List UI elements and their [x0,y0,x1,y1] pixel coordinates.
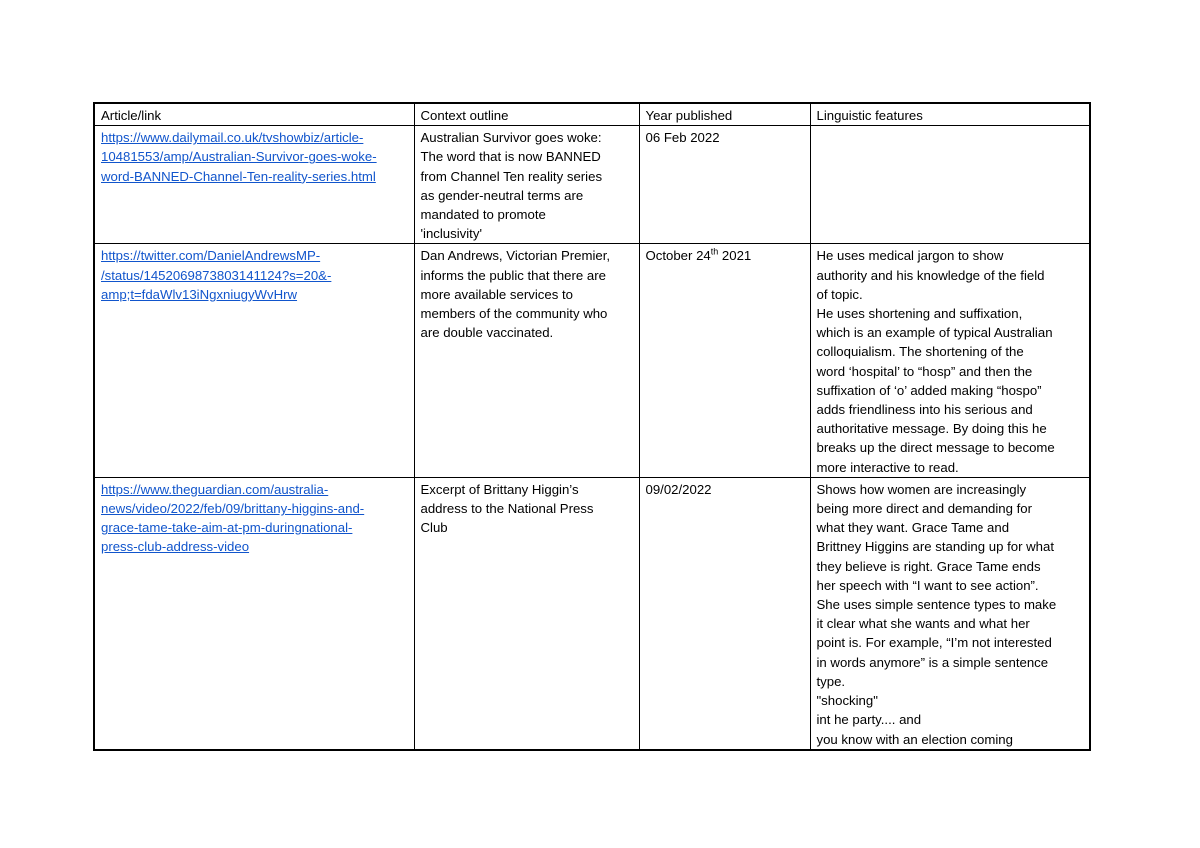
linguistic-line: suffixation of ‘o’ added making “hospo” [816,382,1042,398]
context-outline-cell [414,126,639,244]
year-published-cell [639,477,810,749]
linguistic-line: Brittney Higgins are standing up for what [816,539,1055,555]
linguistic-line: authoritative message. By doing this he [816,421,1047,437]
linguistic-line: type. [816,673,846,689]
year-text [646,246,806,265]
header-context-outline: Context outline [414,103,639,126]
linguistic-line: word ‘hospital’ to “hosp” and then the [816,363,1033,379]
link-line: amp;t=fdaWlv13iNgxniugyWvHrw [101,286,298,302]
header-linguistic-features: Linguistic features [810,103,1090,126]
linguistic-line: what they want. Grace Tame and [816,520,1010,536]
table-row [94,126,1090,244]
article-link-cell [94,477,414,749]
context-outline-cell [414,244,639,477]
context-line: mandated to promote [420,207,546,223]
context-line: are double vaccinated. [420,325,554,341]
linguistic-line: they believe is right. Grace Tame ends [816,558,1041,574]
year-published-cell [639,244,810,477]
linguistic-line: which is an example of typical Australian [816,325,1053,341]
table-row [94,477,1090,749]
article-link-cell [94,126,414,244]
link-line: press-club-address-video [101,539,250,555]
context-line: from Channel Ten reality series [420,168,603,184]
context-line: The word that is now BANNED [420,149,601,165]
table-row [94,244,1090,477]
linguistic-line: "shocking" [816,693,878,709]
context-line: as gender-neutral terms are [420,187,584,203]
linguistic-line: her speech with “I want to see action”. [816,577,1039,593]
context-line: Australian Survivor goes woke: [420,130,602,146]
year-published-cell [639,126,810,244]
linguistic-features-cell [810,244,1090,477]
link-line: https://www.theguardian.com/australia- [101,481,329,497]
linguistic-features-cell [810,126,1090,244]
link-line: https://www.dailymail.co.uk/tvshowbiz/article- [101,130,364,146]
context-line: members of the community who [420,306,608,322]
header-year-published: Year published [639,103,810,126]
link-line: word-BANNED-Channel-Ten-reality-series.html [101,168,376,184]
linguistic-line: of topic. [816,286,863,302]
linguistic-line: int he party.... and [816,712,922,728]
linguistic-line: She uses simple sentence types to make [816,597,1057,613]
linguistic-line: it clear what she wants and what her [816,616,1030,632]
link-line: news/video/2022/feb/09/brittany-higgins-and- [101,501,365,517]
articles-table [93,102,1091,751]
year-text: 06 Feb 2022 [645,130,720,146]
article-link-cell [94,244,414,477]
article-link[interactable] [101,246,410,304]
link-line: /status/1452069873803141124?s=20&- [101,267,332,283]
linguistic-line: Shows how women are increasingly [816,481,1027,497]
linguistic-line: He uses medical jargon to show [816,248,1004,264]
context-line: address to the National Press [420,501,594,517]
header-article-link: Article/link [94,103,414,126]
context-line: informs the public that there are [420,267,606,283]
linguistic-line: in words anymore” is a simple sentence [816,654,1049,670]
context-line: Excerpt of Brittany Higgin’s [420,481,579,497]
table-header-row [94,103,1090,126]
context-line: 'inclusivity' [420,226,482,242]
linguistic-line: point is. For example, “I’m not interested [816,635,1052,651]
year-tail: 2021 [718,248,752,264]
linguistic-line: you know with an election coming [816,731,1013,747]
link-line: https://twitter.com/DanielAndrewsMP- [101,248,321,264]
linguistic-line: being more direct and demanding for [816,501,1033,517]
linguistic-line: He uses shortening and suffixation, [816,306,1023,322]
article-link[interactable] [101,480,410,557]
link-line: 10481553/amp/Australian-Survivor-goes-woke- [101,149,377,165]
linguistic-line: breaks up the direct message to become [816,440,1055,456]
context-line: Club [420,520,448,536]
linguistic-line: authority and his knowledge of the field [816,267,1045,283]
year-text: 09/02/2022 [645,481,712,497]
context-line: Dan Andrews, Victorian Premier, [420,248,611,264]
linguistic-line: more interactive to read. [816,459,959,475]
link-line: grace-tame-take-aim-at-pm-duringnational- [101,520,353,536]
year-superscript: th [710,247,719,258]
article-link[interactable] [101,128,410,186]
context-line: more available services to [420,286,573,302]
year-main: October 24 [645,248,711,264]
context-outline-cell [414,477,639,749]
linguistic-line: colloquialism. The shortening of the [816,344,1024,360]
linguistic-line: adds friendliness into his serious and [816,402,1033,418]
linguistic-features-cell [810,477,1090,749]
